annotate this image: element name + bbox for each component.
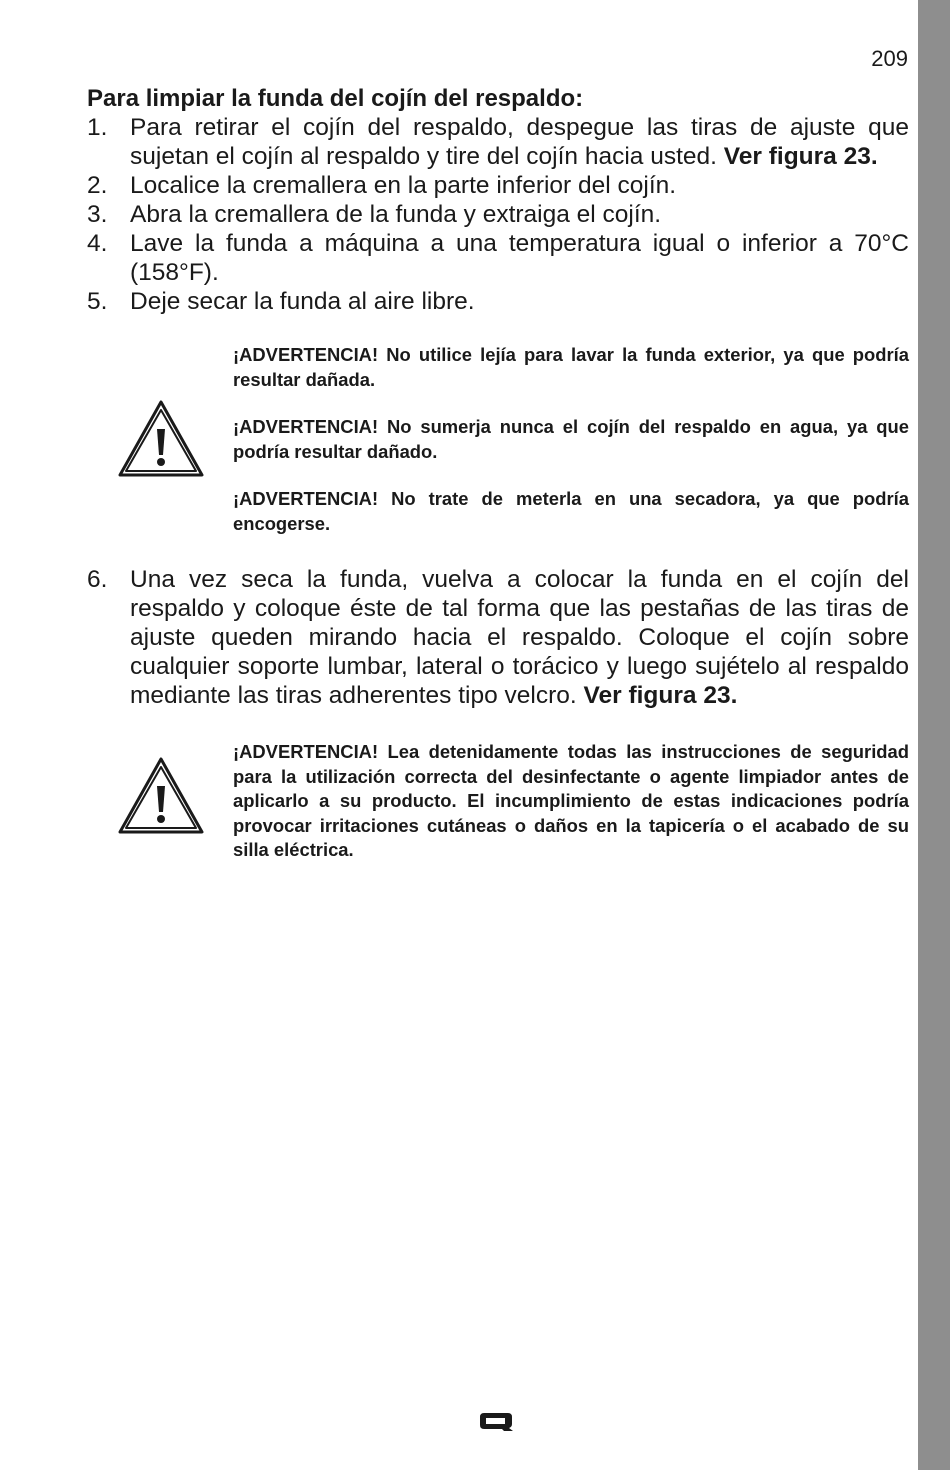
section-heading: Para limpiar la funda del cojín del respaldo: bbox=[87, 85, 584, 112]
warning-text: No trate de meterla en una secadora, ya que podría encogerse. bbox=[233, 488, 909, 534]
figure-reference: Ver figura 23. bbox=[723, 143, 878, 170]
brand-q-logo bbox=[478, 1410, 514, 1432]
step-text: Para retirar el cojín del respaldo, despegue las tiras de ajuste que sujetan el cojín al respaldo y tire del cojín hacia usted. bbox=[130, 114, 909, 170]
warning-triangle-icon bbox=[117, 399, 205, 479]
step-number: 6. bbox=[87, 566, 108, 593]
figure-reference: Ver figura 23. bbox=[583, 682, 738, 709]
step-text: Localice la cremallera en la parte inferior del cojín. bbox=[130, 172, 677, 199]
step-item bbox=[87, 287, 909, 316]
step-list bbox=[87, 565, 909, 710]
step-text: Una vez seca la funda, vuelva a colocar la funda en el cojín del respaldo y coloque éste de tal forma que las pestañas de las tiras de ajuste queden mirando hacia el respaldo. Coloque el cojín sobre cualquier soporte lumbar, lateral o torácico y luego sujételo al respaldo mediante las tiras adherentes tipo velcro. bbox=[130, 566, 909, 709]
step-item bbox=[87, 200, 909, 229]
warning-triangle-icon bbox=[117, 756, 205, 836]
step-text: Deje secar la funda al aire libre. bbox=[130, 288, 475, 315]
warning-message bbox=[233, 415, 909, 464]
warning-label: ¡ADVERTENCIA! bbox=[233, 488, 379, 509]
step-list bbox=[87, 113, 909, 316]
step-number: 2. bbox=[87, 172, 108, 199]
warning-text: No utilice lejía para lavar la funda exterior, ya que podría resultar dañada. bbox=[233, 344, 909, 390]
step-item bbox=[87, 229, 909, 287]
step-item bbox=[87, 171, 909, 200]
warning-message bbox=[233, 740, 909, 863]
warning-message bbox=[233, 343, 909, 392]
step-number: 3. bbox=[87, 201, 108, 228]
page-number: 209 bbox=[871, 46, 908, 71]
step-text: Lave la funda a máquina a una temperatura igual o inferior a 70°C (158°F). bbox=[130, 230, 909, 286]
step-item bbox=[87, 113, 909, 171]
step-number: 5. bbox=[87, 288, 108, 315]
warning-text: No sumerja nunca el cojín del respaldo en agua, ya que podría resultar dañado. bbox=[233, 416, 909, 462]
warning-label: ¡ADVERTENCIA! bbox=[233, 344, 379, 365]
warning-message bbox=[233, 487, 909, 536]
warning-label: ¡ADVERTENCIA! bbox=[233, 416, 379, 437]
side-tab-bar bbox=[918, 0, 950, 1470]
step-number: 4. bbox=[87, 230, 108, 257]
step-number: 1. bbox=[87, 114, 108, 141]
warning-text: Lea detenidamente todas las instrucciones de seguridad para la utilización correcta del desinfectante o agente limpiador antes de aplicarlo a su producto. El incumplimiento de estas indicaciones podría provocar irritaciones cutáneas o daños en la tapicería o el acabado de su silla eléctrica. bbox=[233, 741, 909, 860]
step-text: Abra la cremallera de la funda y extraiga el cojín. bbox=[130, 201, 662, 228]
warning-label: ¡ADVERTENCIA! bbox=[233, 741, 379, 762]
step-item bbox=[87, 565, 909, 710]
